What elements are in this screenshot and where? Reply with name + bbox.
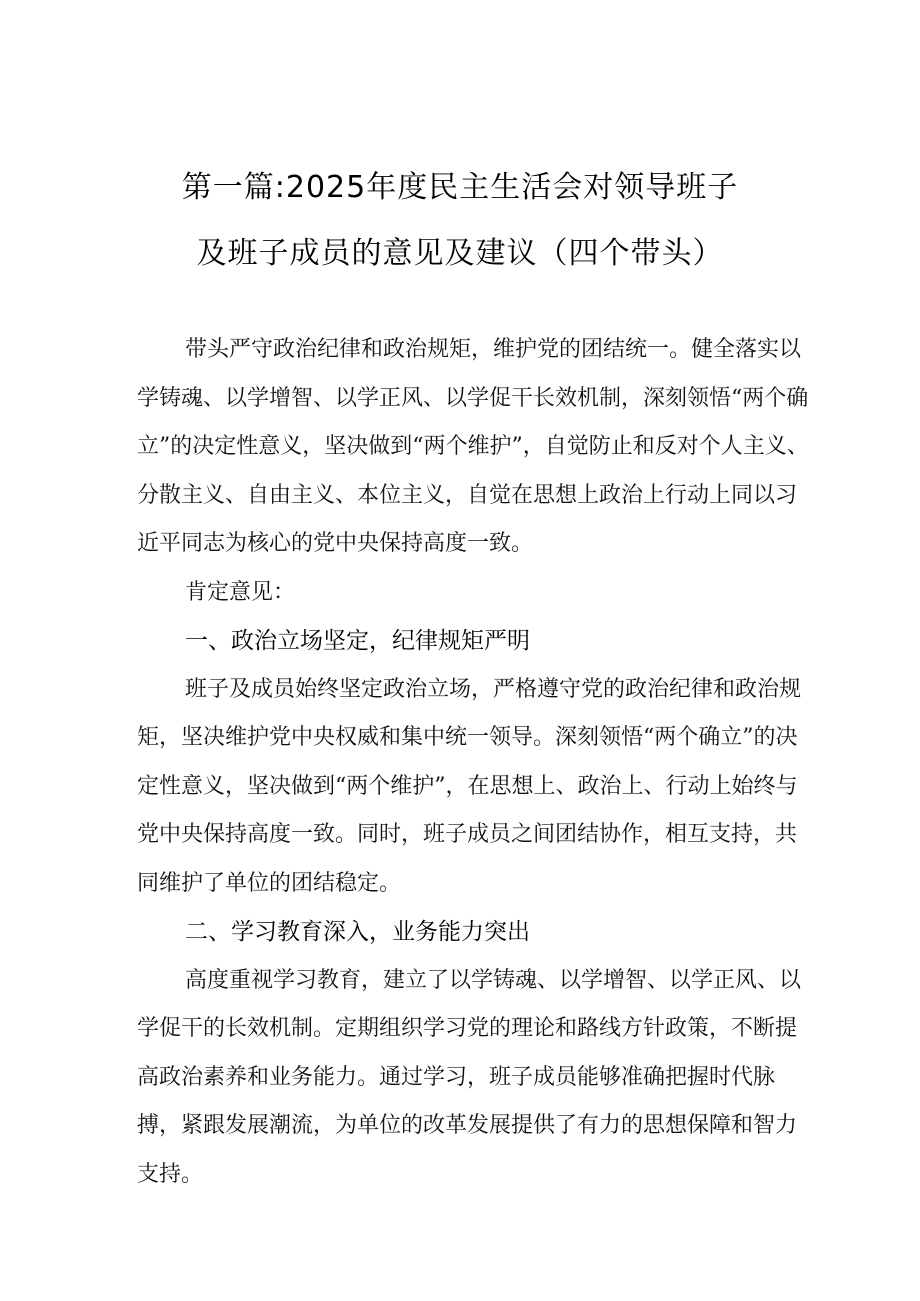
section-heading-1: 一、政治立场坚定，纪律规矩严明 (185, 628, 530, 654)
section-body-1: 班子及成员始终坚定政治立场，严格遵守党的政治纪律和政治规矩，坚决维护党中央权威和集中统一领导。深刻领悟“两个确立”的决定性意义，坚决做到“两个维护”，在思想上、政治上、行动上始终与党中央保持高度一致。同时，班子成员之间团结协作，相互支持，共同维护了单位的团结稳定。 (137, 676, 802, 896)
document-title-line-1: 第一篇:2025年度民主生活会对领导班子 (181, 170, 739, 205)
document-title-line-2: 及班子成员的意见及建议（四个带头） (196, 236, 724, 271)
section-body-2: 高度重视学习教育，建立了以学铸魂、以学增智、以学正风、以学促干的长效机制。定期组织学习党的理论和路线方针政策，不断提高政治素养和业务能力。通过学习，班子成员能够准确把握时代脉搏，紧跟发展潮流，为单位的改革发展提供了有力的思想保障和智力支持。 (137, 967, 802, 1187)
affirm-label: 肯定意见： (185, 579, 296, 605)
document-body (137, 326, 809, 1199)
intro-paragraph: 带头严守政治纪律和政治规矩，维护党的团结统一。健全落实以学铸魂、以学增智、以学正风、以学促干长效机制，深刻领悟“两个确立”的决定性意义，坚决做到“两个维护”，自觉防止和反对个人主义、分散主义、自由主义、本位主义，自觉在思想上政治上行动上同以习近平同志为核心的党中央保持高度一致。 (137, 337, 809, 556)
section-heading-2: 二、学习教育深入，业务能力突出 (185, 919, 530, 945)
